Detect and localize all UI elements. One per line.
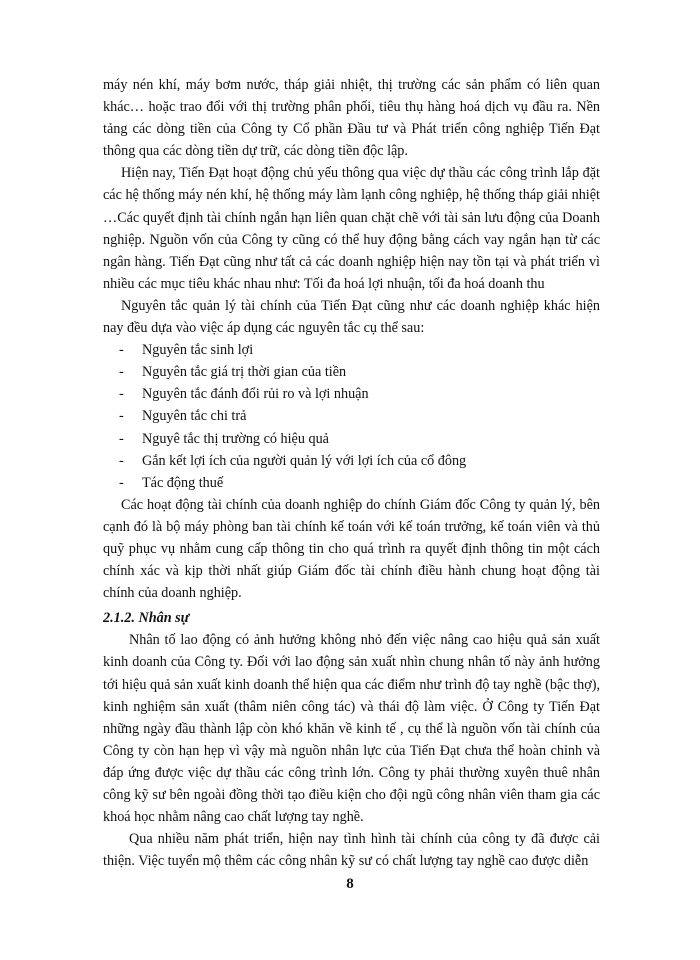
section-heading: 2.1.2. Nhân sự xyxy=(103,610,190,627)
page-number: 8 xyxy=(346,876,354,892)
list-item: - Gắn kết lợi ích của người quản lý với lợi ích của cổ đông xyxy=(103,450,600,472)
paragraph-current-operations: Hiện nay, Tiến Đạt hoạt động chủ yếu thông qua việc dự thầu các công trình lắp đặt các hệ thống máy nén khí, hệ thống máy làm lạnh công nghiệp, hệ thống tháp giải nhiệt …Các quyết định tài chính ngắn hạn liên quan chặt chẽ với tài sản lưu động của Doanh nghiệp. Nguồn vốn của Công ty cũng có thể huy động bằng cách vay ngắn hạn từ các ngân hàng. Tiến Đạt cũng như tất cả các doanh nghiệp hiện nay tồn tại và phát triển vì nhiều các mục tiêu khác nhau như: Tối đa hoá lợi nhuận, tối đa hoá doanh thu xyxy=(103,165,600,292)
principles-list xyxy=(103,339,600,494)
list-item: - Nguyê tắc thị trường có hiệu quả xyxy=(103,428,600,450)
paragraph-cash-flows: máy nén khí, máy bơm nước, tháp giải nhiệt, thị trường các sản phẩm có liên quan khác… hoặc trao đổi với thị trường phân phối, tiêu thụ hàng hoá dịch vụ đầu ra. Nền tảng các dòng tiền của Công ty Cổ phần Đầu tư và Phát triển công nghiệp Tiến Đạt thông qua các dòng tiền dự trữ, các dòng tiền độc lập. xyxy=(103,77,600,160)
bullet-dash: - xyxy=(119,474,124,491)
paragraph-finance-principles-intro: Nguyên tắc quản lý tài chính của Tiến Đạt cũng như các doanh nghiệp khác hiện nay đều dựa vào việc áp dụng các nguyên tắc cụ thể sau: xyxy=(103,297,600,337)
bullet-dash: - xyxy=(119,430,124,447)
bullet-dash: - xyxy=(119,408,124,425)
document-body xyxy=(103,74,600,872)
list-item: - Nguyên tắc sinh lợi xyxy=(103,339,600,361)
list-item: - Nguyên tắc giá trị thời gian của tiền xyxy=(103,361,600,383)
bullet-dash: - xyxy=(119,452,124,469)
bullet-dash: - xyxy=(119,364,124,381)
paragraph-development: Qua nhiều năm phát triển, hiện nay tình hình tài chính của công ty đã được cải thiện. Việc tuyển mộ thêm các công nhân kỹ sư có chất lượng tay nghề cao được diễn xyxy=(103,831,600,870)
bullet-dash: - xyxy=(119,342,124,359)
bullet-dash: - xyxy=(119,386,124,403)
list-item: - Nguyên tắc chi trả xyxy=(103,405,600,427)
paragraph-financial-management: Các hoạt động tài chính của doanh nghiệp do chính Giám đốc Công ty quản lý, bên cạnh đó là bộ máy phòng ban tài chính kế toán với kế toán trưởng, kế toán viên và thủ quỹ phục vụ nhằm cung cấp thông tin cho quá trình ra quyết định thông tin một cách chính xác và kịp thời nhất giúp Giám đốc tài chính điều hành chung hoạt động tài chính của doanh nghiệp. xyxy=(103,496,600,602)
paragraph-labor-factor: Nhân tố lao động có ảnh hưởng không nhỏ đến việc nâng cao hiệu quả sản xuất kinh doanh của Công ty. Đối với lao động sản xuất nhìn chung nhân tố này ảnh hưởng tới hiệu quả sản xuất kinh doanh thể hiện qua các điểm như trình độ tay nghề (bậc thợ), kinh nghiệm sản xuất (thâm niên công tác) và thái độ làm việc. Ở Công ty Tiến Đạt những ngày đầu thành lập còn khó khăn về kinh tế , cụ thể là nguồn vốn tài chính của Công ty còn hạn hẹp vì vậy mà nguồn nhân lực của Tiến Đạt chưa thể hoàn chỉnh và đáp ứng được việc dự thầu các công trình lớn. Công ty phải thường xuyên thuê nhân công kỹ sư bên ngoài đồng thời tạo điều kiện cho đội ngũ công nhân viên tham gia các khoá học nhằm nâng cao chất lượng tay nghề. xyxy=(103,632,600,826)
list-item: - Tác động thuế xyxy=(103,472,600,494)
list-item: - Nguyên tắc đánh đổi rủi ro và lợi nhuận xyxy=(103,383,600,405)
